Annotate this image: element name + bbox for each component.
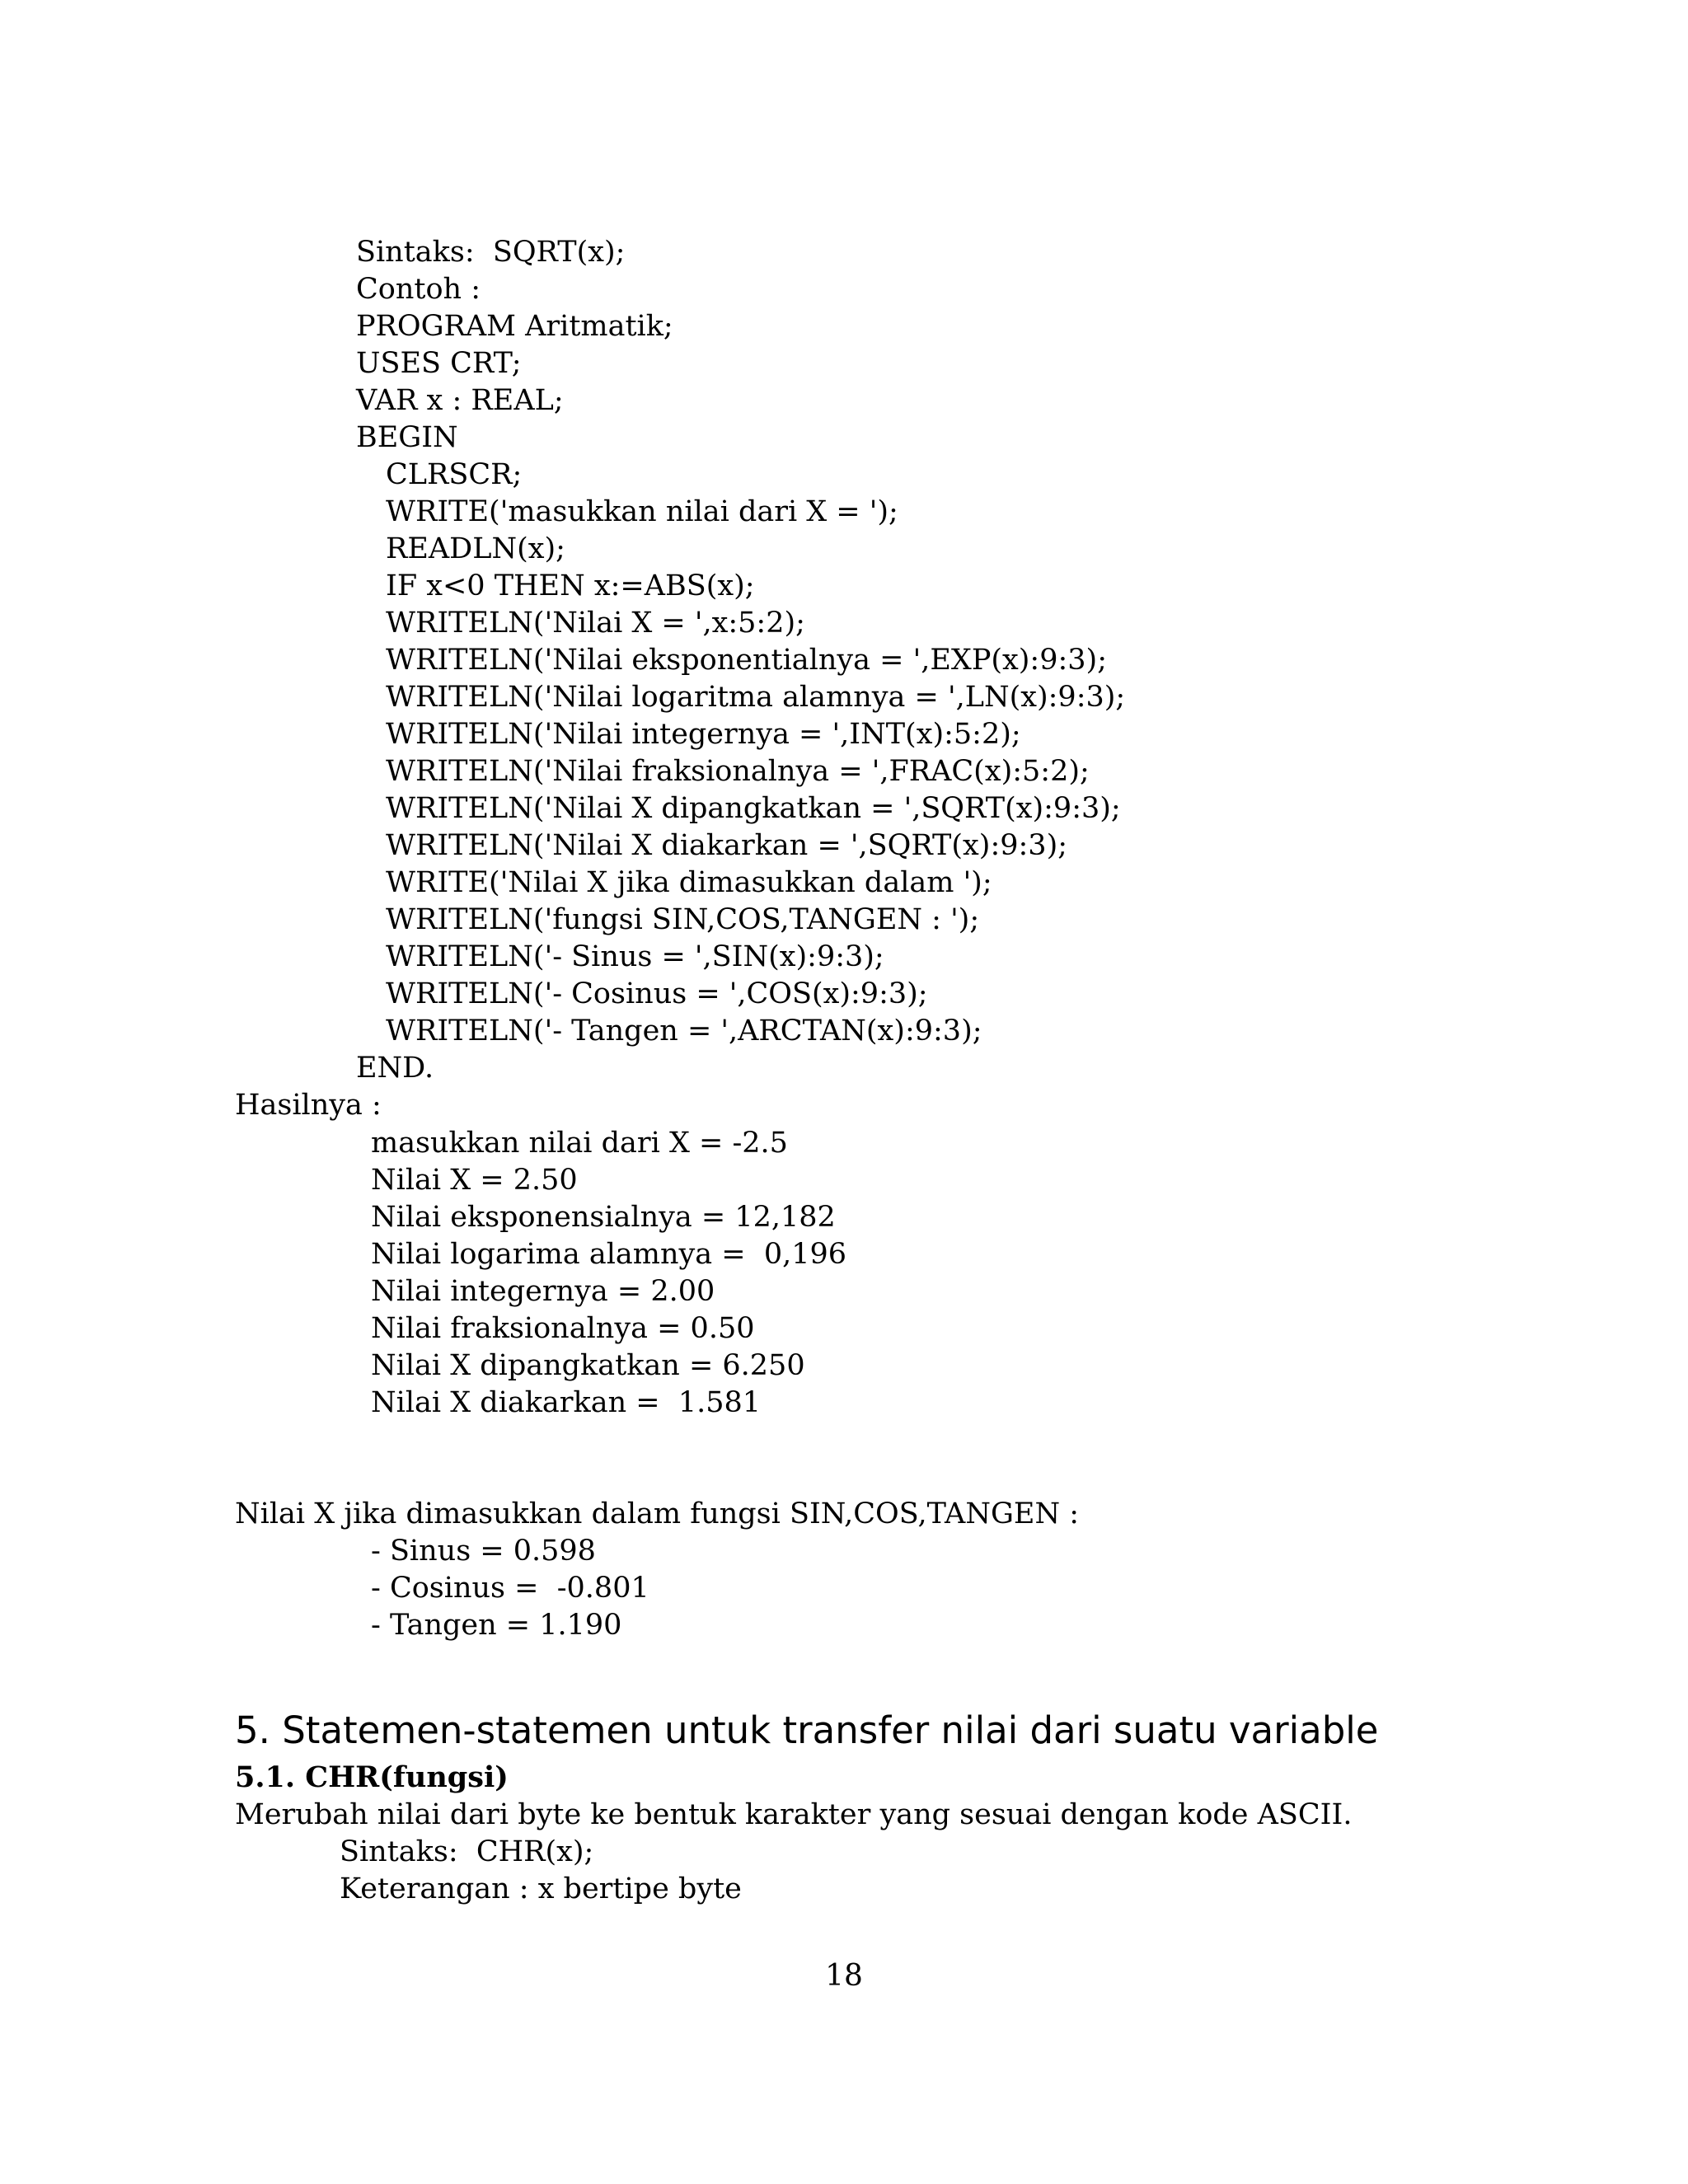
result-line: masukkan nilai dari X = -2.5 — [371, 1127, 788, 1160]
code-line: WRITELN('fungsi SIN,COS,TANGEN : '); — [386, 903, 980, 936]
result-line: Nilai logarima alamnya = 0,196 — [371, 1238, 847, 1271]
code-line: WRITELN('Nilai integernya = ',INT(x):5:2); — [386, 718, 1021, 751]
trig-result-line: - Cosinus = -0.801 — [371, 1572, 649, 1605]
code-line: WRITELN('Nilai X = ',x:5:2); — [386, 607, 805, 640]
code-line: IF x<0 THEN x:=ABS(x); — [386, 569, 755, 602]
code-line: USES CRT; — [356, 347, 522, 380]
code-line: END. — [356, 1052, 434, 1085]
code-line: CLRSCR; — [386, 458, 523, 491]
trig-intro-line: Nilai X jika dimasukkan dalam fungsi SIN,COS,TANGEN : — [235, 1497, 1079, 1530]
chr-syntax-line: Sintaks: CHR(x); — [340, 1835, 594, 1868]
code-line: WRITELN('- Cosinus = ',COS(x):9:3); — [386, 977, 928, 1010]
result-line: Nilai eksponensialnya = 12,182 — [371, 1201, 836, 1234]
example-label: Contoh : — [356, 273, 481, 306]
code-line: PROGRAM Aritmatik; — [356, 310, 673, 343]
result-label: Hasilnya : — [235, 1089, 382, 1122]
sqrt-syntax-line: Sintaks: SQRT(x); — [356, 236, 626, 269]
result-line: Nilai X = 2.50 — [371, 1164, 578, 1197]
section-5-heading: 5. Statemen-statemen untuk transfer nilai dari suatu variable — [235, 1708, 1379, 1752]
result-line: Nilai fraksionalnya = 0.50 — [371, 1312, 755, 1345]
trig-result-line: - Tangen = 1.190 — [371, 1609, 622, 1642]
code-line: WRITELN('Nilai logaritma alamnya = ',LN(x):9:3); — [386, 681, 1126, 714]
code-line: WRITELN('- Tangen = ',ARCTAN(x):9:3); — [386, 1015, 982, 1047]
chr-keterangan-line: Keterangan : x bertipe byte — [340, 1872, 742, 1905]
code-line: WRITELN('Nilai eksponentialnya = ',EXP(x):9:3); — [386, 644, 1107, 677]
code-line: BEGIN — [356, 421, 458, 454]
result-line: Nilai X dipangkatkan = 6.250 — [371, 1349, 805, 1382]
result-line: Nilai X diakarkan = 1.581 — [371, 1386, 762, 1419]
page-number: 18 — [825, 1959, 863, 1993]
result-line: Nilai integernya = 2.00 — [371, 1275, 715, 1308]
code-line: READLN(x); — [386, 532, 565, 565]
code-line: WRITE('masukkan nilai dari X = '); — [386, 495, 898, 528]
code-line: WRITE('Nilai X jika dimasukkan dalam '); — [386, 866, 992, 899]
code-line: WRITELN('Nilai fraksionalnya = ',FRAC(x):5:2); — [386, 755, 1090, 788]
code-line: WRITELN('Nilai X diakarkan = ',SQRT(x):9:3); — [386, 829, 1068, 862]
code-line: VAR x : REAL; — [356, 384, 564, 417]
chr-description: Merubah nilai dari byte ke bentuk karakter yang sesuai dengan kode ASCII. — [235, 1798, 1353, 1831]
trig-result-line: - Sinus = 0.598 — [371, 1535, 596, 1568]
code-line: WRITELN('Nilai X dipangkatkan = ',SQRT(x):9:3); — [386, 792, 1121, 825]
code-line: WRITELN('- Sinus = ',SIN(x):9:3); — [386, 940, 884, 973]
section-5-1-heading: 5.1. CHR(fungsi) — [235, 1760, 509, 1794]
